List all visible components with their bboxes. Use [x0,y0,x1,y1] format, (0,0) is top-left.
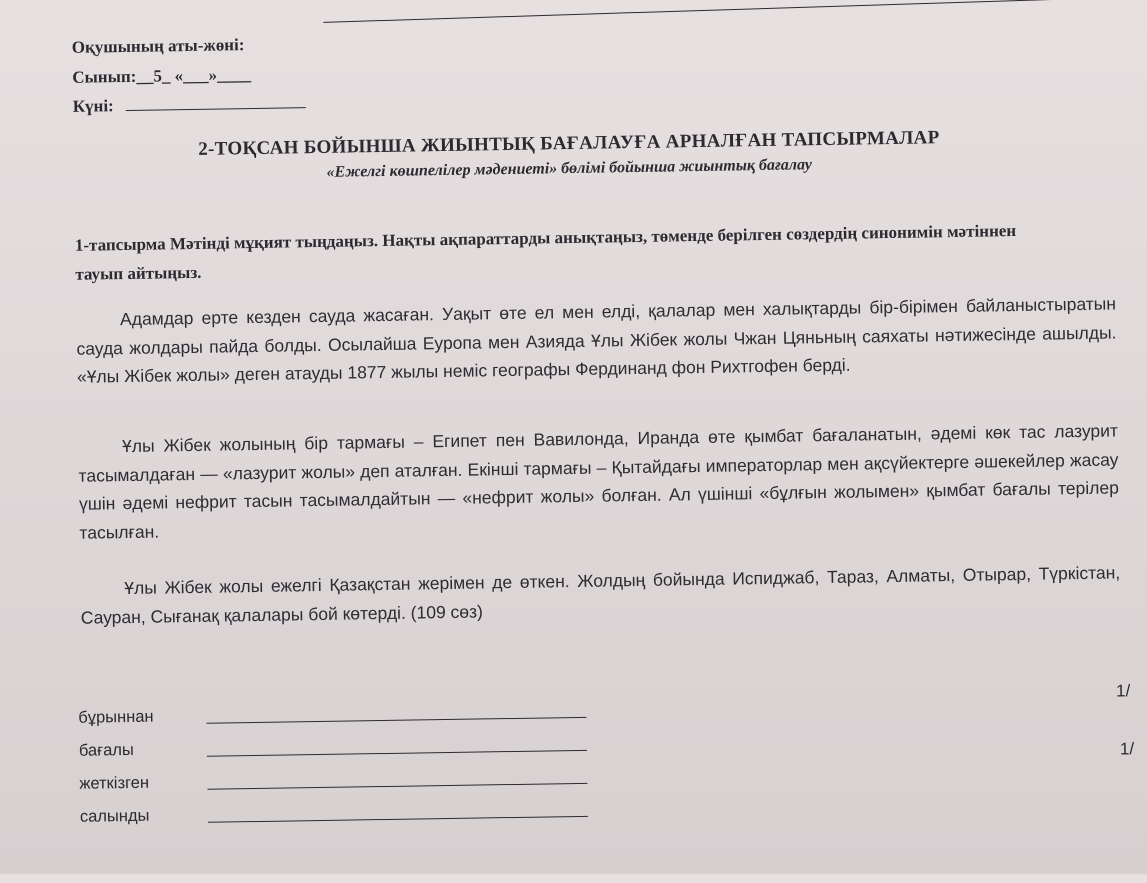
page-title: 2-ТОҚСАН БОЙЫНША ЖИЫНТЫҚ БАҒАЛАУҒА АРНАЛҒАН ТАПСЫРМАЛАР [198,127,940,160]
word-row [78,703,154,736]
word-label: салынды [79,806,150,826]
text-paragraph-3: Ұлы Жібек жолы ежелгі Қазақстан жерімен де өткен. Жолдың бойында Испиджаб, Тараз, Алматы, Отырар, Түркістан, Сауран, Сығанақ қалалары бой көтерді. (109 сөз) [80,562,1121,628]
score-mark: 1/ [1115,681,1131,701]
top-rule [323,0,1098,23]
answer-line[interactable] [208,816,588,823]
word-row [79,802,150,835]
student-name-field [72,35,245,58]
student-name-label: Оқушының аты-жөні: [71,35,245,57]
word-label: бұрыннан [78,707,154,727]
text-paragraph-2: Ұлы Жібек жолының бір тармағы – Египет пен Вавилонда, Иранда өте қымбат бағаланатын, әдемі көк тас лазурит тасымалдаған — «лазурит жолы» деп аталған. Екінші тармағы – Қытайдағы императорлар мен ақсүйектерге әшекейлер жасау үшін әдемі нефрит тасын тасымалдайтын — «нефрит жолы» болған. Ал үшінші «бұлғын жолымен» қымбат бағалы терілер тасылған. [78,420,1120,543]
score-mark: 1/ [1119,739,1135,759]
answer-line[interactable] [206,717,586,724]
answer-line[interactable] [207,783,587,790]
word-row [78,736,134,769]
day-field [73,93,307,117]
word-row [79,769,150,802]
page-subtitle: «Ежелгі көшпелілер мәдениеті» бөлімі бойынша жиынтық бағалау [326,156,813,181]
word-label: бағалы [78,740,134,760]
text-paragraph-1: Адамдар ерте кезден сауда жасаған. Уақыт өте ел мен елді, қалалар мен халықтарды бір-бірімен байланыстыратын сауда жолдары пайда болды. Осылайша Еуропа мен Азияда Ұлы Жібек жолы Чжан Цяньның саяхаты нәтижесінде ашылды. «Ұлы Жібек жолы» деген атауды 1877 жылы неміс географы Фердинанд фон Рихтгофен берді. [76,293,1117,387]
word-label: жеткізген [79,773,150,793]
answer-line[interactable] [207,750,587,757]
class-label: Сынып:__5_ «___»____ [72,65,252,87]
word-list [78,703,154,835]
class-field [72,65,251,88]
task-instruction: 1-тапсырма Мәтінді мұқият тыңдаңыз. Нақты ақпараттарды анықтаңыз, төменде берілген сөздердің синонимін мәтіннен тауып айтыңыз. [74,221,1017,284]
day-blank [126,93,306,111]
day-label: Күні: [72,96,114,116]
